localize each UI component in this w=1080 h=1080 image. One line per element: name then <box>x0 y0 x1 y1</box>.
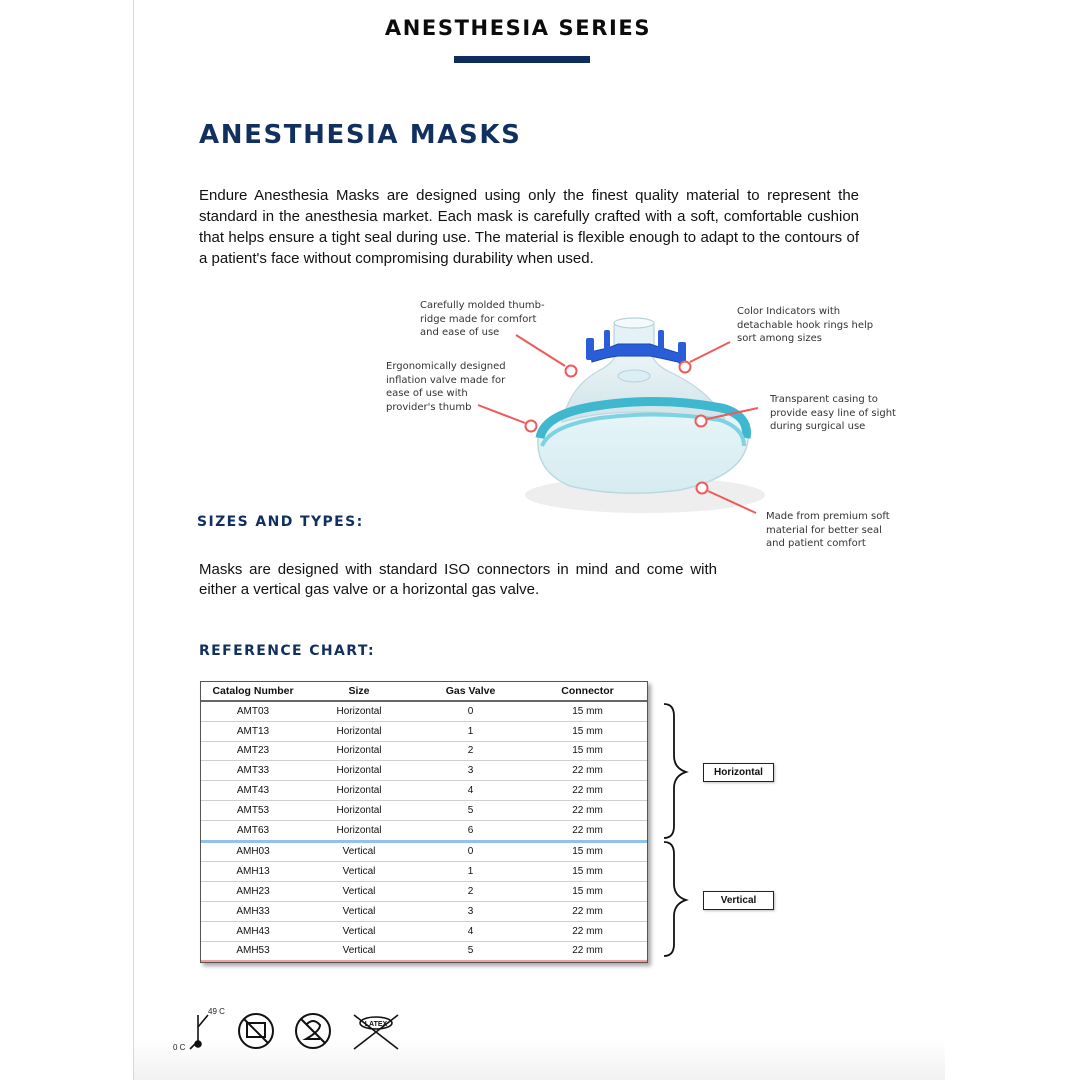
reference-chart-heading: REFERENCE CHART: <box>199 643 376 659</box>
callout-thumb-ridge: Carefully molded thumb-ridge made for comfort and ease of use <box>420 300 545 338</box>
table-row <box>201 721 647 741</box>
table-row <box>201 820 647 841</box>
gas-valve-cell: 3 <box>413 901 528 921</box>
catalog-number-cell: AMT43 <box>201 781 305 801</box>
catalog-number-cell: AMH53 <box>201 941 305 961</box>
gas-valve-cell: 2 <box>413 741 528 761</box>
connector-cell: 15 mm <box>528 701 647 721</box>
gas-valve-cell: 3 <box>413 761 528 781</box>
table-row <box>201 781 647 801</box>
catalog-number-cell: AMH13 <box>201 862 305 882</box>
horizontal-group-label: Horizontal <box>703 763 774 782</box>
connector-cell: 22 mm <box>528 761 647 781</box>
table-row <box>201 901 647 921</box>
connector-cell: 22 mm <box>528 921 647 941</box>
vertical-group-label: Vertical <box>703 891 774 910</box>
connector-cell: 15 mm <box>528 882 647 902</box>
callout-color-indicators: Color Indicators with detachable hook rings help sort among sizes <box>737 306 874 344</box>
catalog-number-cell: AMT23 <box>201 741 305 761</box>
gas-valve-cell: 0 <box>413 841 528 862</box>
connector-cell: 22 mm <box>528 781 647 801</box>
connector-cell: 22 mm <box>528 901 647 921</box>
connector-cell: 15 mm <box>528 721 647 741</box>
catalog-number-cell: AMT53 <box>201 800 305 820</box>
catalog-number-cell: AMT63 <box>201 820 305 841</box>
table-row <box>201 800 647 820</box>
catalog-number-cell: AMH03 <box>201 841 305 862</box>
page-margin <box>945 0 1080 1080</box>
column-header: Gas Valve <box>413 682 528 701</box>
catalog-number-cell: AMH43 <box>201 921 305 941</box>
size-cell: Vertical <box>305 901 413 921</box>
series-title: ANESTHESIA SERIES <box>384 16 652 40</box>
sizes-paragraph: Masks are designed with standard ISO connectors in mind and come with either a vertical gas valve or a horizontal gas valve. <box>199 561 717 598</box>
intro-paragraph: Endure Anesthesia Masks are designed using only the finest quality material to represent the standard in the anesthesia market. Each mask is carefully crafted with a soft, comfortable cushion that helps ensure a tight seal during use. The material is flexible enough to adapt to the contours of a patient's face without compromising durability when used. <box>199 187 859 267</box>
sizes-heading: SIZES AND TYPES: <box>197 514 364 530</box>
connector-cell: 15 mm <box>528 741 647 761</box>
catalog-number-cell: AMT03 <box>201 701 305 721</box>
temperature-low-label: 0 C <box>173 1043 186 1052</box>
table-row <box>201 841 647 862</box>
table-row <box>201 921 647 941</box>
single-use-icon <box>296 1014 330 1048</box>
size-cell: Horizontal <box>305 820 413 841</box>
gas-valve-cell: 5 <box>413 800 528 820</box>
callout-transparent-casing: Transparent casing to provide easy line of sight during surgical use <box>770 394 896 432</box>
connector-cell: 22 mm <box>528 820 647 841</box>
gas-valve-cell: 1 <box>413 721 528 741</box>
size-cell: Vertical <box>305 941 413 961</box>
temperature-high-label: 49 C <box>208 1007 225 1016</box>
size-cell: Horizontal <box>305 800 413 820</box>
size-cell: Horizontal <box>305 721 413 741</box>
series-title-underline <box>454 56 590 63</box>
size-cell: Horizontal <box>305 741 413 761</box>
table-row <box>201 882 647 902</box>
latex-label: LATEX <box>364 1021 388 1028</box>
size-cell: Horizontal <box>305 761 413 781</box>
size-cell: Vertical <box>305 882 413 902</box>
catalog-number-cell: AMT33 <box>201 761 305 781</box>
column-header: Size <box>305 682 413 701</box>
callout-inflation-valve: Ergonomically designed inflation valve made for ease of use with provider's thumb <box>386 361 506 413</box>
column-header: Connector <box>528 682 647 701</box>
horizontal-brace <box>664 704 686 838</box>
gas-valve-cell: 4 <box>413 921 528 941</box>
gas-valve-cell: 5 <box>413 941 528 961</box>
reference-table-grid <box>201 682 647 962</box>
gas-valve-cell: 0 <box>413 701 528 721</box>
callout-premium-material: Made from premium soft material for better seal and patient comfort <box>766 511 890 549</box>
catalog-number-cell: AMT13 <box>201 721 305 741</box>
catalog-number-cell: AMH33 <box>201 901 305 921</box>
do-not-use-if-damaged-icon <box>239 1014 273 1048</box>
gas-valve-cell: 6 <box>413 820 528 841</box>
page-edge <box>133 0 134 1080</box>
size-cell: Horizontal <box>305 701 413 721</box>
table-row <box>201 741 647 761</box>
table-row <box>201 862 647 882</box>
reference-table-body <box>201 701 647 961</box>
gas-valve-cell: 2 <box>413 882 528 902</box>
gas-valve-cell: 4 <box>413 781 528 801</box>
size-cell: Vertical <box>305 921 413 941</box>
connector-cell: 22 mm <box>528 800 647 820</box>
connector-cell: 22 mm <box>528 941 647 961</box>
connector-cell: 15 mm <box>528 841 647 862</box>
table-row <box>201 701 647 721</box>
compliance-symbols <box>170 1005 410 1057</box>
column-header: Catalog Number <box>201 682 305 701</box>
vertical-brace <box>664 842 686 956</box>
table-header-row <box>201 682 647 701</box>
connector-cell: 15 mm <box>528 862 647 882</box>
table-row <box>201 761 647 781</box>
gas-valve-cell: 1 <box>413 862 528 882</box>
catalog-number-cell: AMH23 <box>201 882 305 902</box>
reference-table <box>200 681 648 963</box>
size-cell: Horizontal <box>305 781 413 801</box>
temperature-limit-icon <box>190 1015 208 1049</box>
table-row <box>201 941 647 961</box>
size-cell: Vertical <box>305 862 413 882</box>
size-cell: Vertical <box>305 841 413 862</box>
page-title: ANESTHESIA MASKS <box>199 120 522 150</box>
